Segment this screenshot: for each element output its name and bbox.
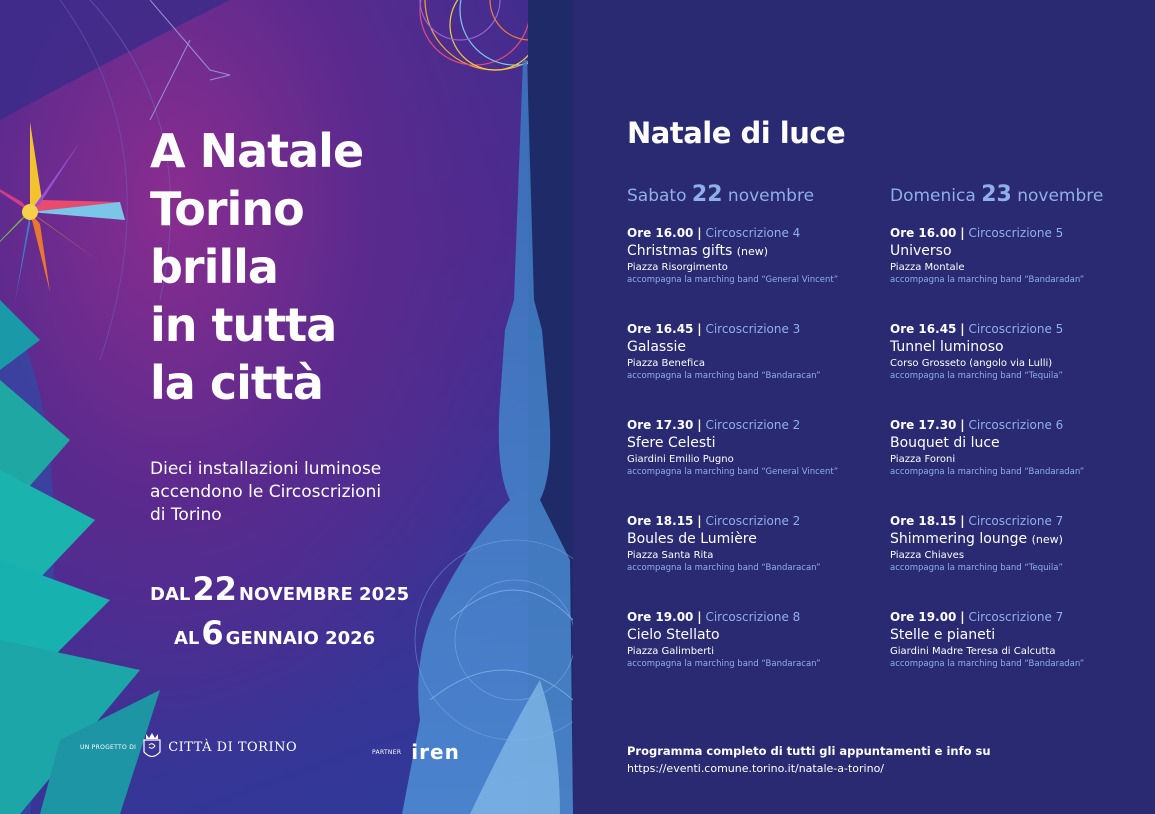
event-dates <box>150 570 409 658</box>
event-band: accompagna la marching band “Bandaradan” <box>890 467 1085 477</box>
event-name: Universo <box>890 243 952 259</box>
event-name-line <box>890 243 1150 259</box>
partner-label: PARTNER <box>372 748 402 756</box>
day-column-sunday <box>890 182 1150 706</box>
event-place: Piazza Foroni <box>890 454 956 465</box>
event-place: Piazza Chiaves <box>890 550 965 561</box>
event-time-line: Ore 18.15 | Circoscrizione 2 <box>627 514 801 528</box>
event-name-line <box>890 627 1150 643</box>
day-number: 22 <box>691 182 723 207</box>
program-panel <box>573 0 1155 814</box>
event-item <box>890 418 1150 514</box>
event-time: Ore 16.00 <box>627 226 694 240</box>
city-name: CITTÀ DI TORINO <box>168 739 298 755</box>
event-name-line <box>890 339 1150 355</box>
event-time-line: Ore 16.45 | Circoscrizione 3 <box>627 322 801 336</box>
date-to-prefix: AL <box>174 628 200 649</box>
event-district: Circoscrizione 6 <box>968 418 1064 432</box>
headline-line: brilla <box>150 240 278 294</box>
event-time-line: Ore 16.45 | Circoscrizione 5 <box>890 322 1064 336</box>
headline-line: Torino <box>150 182 304 236</box>
event-time-line: Ore 16.00 | Circoscrizione 5 <box>890 226 1064 240</box>
event-item <box>627 418 887 514</box>
program-info <box>627 744 991 775</box>
event-name-line <box>627 531 887 547</box>
date-to-rest: GENNAIO 2026 <box>225 628 376 649</box>
event-name: Sfere Celesti <box>627 435 716 451</box>
event-time: Ore 16.00 <box>890 226 957 240</box>
event-time: Ore 18.15 <box>890 514 957 528</box>
event-place: Corso Grosseto (angolo via Lulli) <box>890 358 1053 369</box>
event-name-line <box>627 339 887 355</box>
event-time: Ore 18.15 <box>627 514 694 528</box>
event-district: Circoscrizione 5 <box>968 322 1064 336</box>
event-name: Bouquet di luce <box>890 435 1000 451</box>
event-district: Circoscrizione 5 <box>968 226 1064 240</box>
event-item <box>627 226 887 322</box>
poster-panel <box>0 0 573 814</box>
event-district: Circoscrizione 2 <box>705 514 801 528</box>
day-name: Domenica <box>890 186 976 206</box>
event-tag: (new) <box>1031 533 1063 546</box>
event-district: Circoscrizione 7 <box>968 610 1064 624</box>
event-place: Piazza Galimberti <box>627 646 715 657</box>
event-item <box>627 610 887 706</box>
headline-line: la città <box>150 356 323 410</box>
date-to-day: 6 <box>201 614 224 652</box>
event-item <box>627 514 887 610</box>
day-number: 23 <box>981 182 1012 207</box>
event-band: accompagna la marching band “Bandaradan” <box>890 659 1085 669</box>
event-name-line <box>890 531 1150 547</box>
event-name: Boules de Lumière <box>627 531 757 547</box>
event-name-line <box>627 627 887 643</box>
poster-headline <box>150 122 363 412</box>
date-from-prefix: DAL <box>150 584 191 605</box>
info-link[interactable]: https://eventi.comune.torino.it/natale-a-torino/ <box>627 762 885 775</box>
event-place: Giardini Emilio Pugno <box>627 454 734 465</box>
event-district: Circoscrizione 3 <box>705 322 801 336</box>
day-month: novembre <box>727 186 815 206</box>
day-heading <box>627 182 887 226</box>
event-item <box>890 226 1150 322</box>
event-place: Giardini Madre Teresa di Calcutta <box>890 646 1056 657</box>
event-time: Ore 19.00 <box>627 610 694 624</box>
day-column-saturday <box>627 182 887 706</box>
event-time: Ore 17.30 <box>890 418 957 432</box>
day-month: novembre <box>1017 186 1104 206</box>
partner-name: iren <box>411 740 460 764</box>
event-band: accompagna la marching band “Bandaracan” <box>627 371 821 381</box>
event-time-line: Ore 18.15 | Circoscrizione 7 <box>890 514 1064 528</box>
event-item <box>890 514 1150 610</box>
event-time: Ore 16.45 <box>890 322 957 336</box>
event-item <box>890 322 1150 418</box>
event-time: Ore 16.45 <box>627 322 694 336</box>
city-crest-icon <box>142 732 162 762</box>
poster-subtitle <box>150 458 381 527</box>
partner-logo <box>372 740 460 764</box>
headline-line: A Natale <box>150 124 364 178</box>
headline-line: in tutta <box>150 298 337 352</box>
event-district: Circoscrizione 8 <box>705 610 801 624</box>
date-to <box>174 614 409 658</box>
event-band: accompagna la marching band “Bandaradan” <box>890 275 1085 285</box>
subtitle-line: accendono le Circoscrizioni <box>150 482 382 502</box>
event-name-line <box>627 243 887 259</box>
event-band: accompagna la marching band “Tequila” <box>890 371 1063 381</box>
event-place: Piazza Risorgimento <box>627 262 728 273</box>
event-name: Tunnel luminoso <box>890 339 1004 355</box>
event-band: accompagna la marching band “General Vincent” <box>627 467 839 477</box>
event-band: accompagna la marching band “Bandaracan” <box>627 659 821 669</box>
event-tag: (new) <box>736 245 769 258</box>
event-district: Circoscrizione 7 <box>968 514 1064 528</box>
event-place: Piazza Santa Rita <box>627 550 714 561</box>
event-time-line: Ore 17.30 | Circoscrizione 6 <box>890 418 1064 432</box>
event-time-line: Ore 16.00 | Circoscrizione 4 <box>627 226 801 240</box>
event-band: accompagna la marching band “Tequila” <box>890 563 1063 573</box>
subtitle-line: Dieci installazioni luminose <box>150 459 382 479</box>
event-time-line: Ore 19.00 | Circoscrizione 7 <box>890 610 1064 624</box>
event-name-line <box>890 435 1150 451</box>
date-from-rest: NOVEMBRE 2025 <box>238 584 410 605</box>
city-logo <box>80 732 297 762</box>
event-place: Piazza Montale <box>890 262 965 273</box>
event-item <box>627 322 887 418</box>
event-band: accompagna la marching band “General Vincent” <box>627 275 839 285</box>
event-band: accompagna la marching band “Bandaracan” <box>627 563 821 573</box>
event-place: Piazza Benefica <box>627 358 705 369</box>
event-name: Cielo Stellato <box>627 627 720 643</box>
event-name: Stelle e pianeti <box>890 627 996 643</box>
event-name: Christmas gifts <box>627 243 733 259</box>
date-from <box>150 570 409 614</box>
event-district: Circoscrizione 4 <box>705 226 801 240</box>
project-label: UN PROGETTO DI <box>80 743 137 751</box>
subtitle-line: di Torino <box>150 505 222 525</box>
event-name: Galassie <box>627 339 686 355</box>
event-time: Ore 17.30 <box>627 418 694 432</box>
event-time-line: Ore 17.30 | Circoscrizione 2 <box>627 418 801 432</box>
event-time: Ore 19.00 <box>890 610 957 624</box>
event-name-line <box>627 435 887 451</box>
day-name: Sabato <box>627 186 687 206</box>
date-from-day: 22 <box>192 570 237 608</box>
event-name: Shimmering lounge <box>890 531 1028 547</box>
day-heading <box>890 182 1150 226</box>
event-time-line: Ore 19.00 | Circoscrizione 8 <box>627 610 801 624</box>
info-title: Programma completo di tutti gli appuntamenti e info su <box>627 744 991 758</box>
program-title: Natale di luce <box>627 116 846 150</box>
event-district: Circoscrizione 2 <box>705 418 801 432</box>
event-item <box>890 610 1150 706</box>
